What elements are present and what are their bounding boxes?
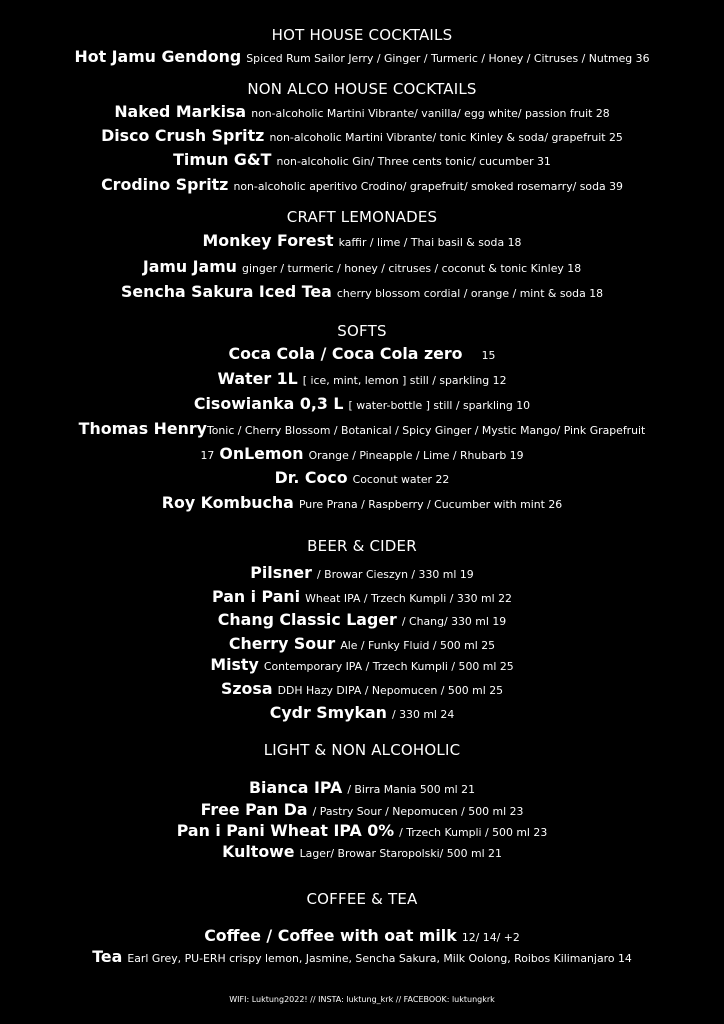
item-price-prefix: 17 (200, 449, 215, 462)
menu-item-cydr-smykan (0, 705, 724, 721)
menu-item-misty (0, 657, 724, 673)
item-name: Kultowe (222, 842, 295, 861)
item-name: Sencha Sakura Iced Tea (120, 282, 332, 301)
item-name: Misty (210, 655, 259, 674)
menu-item-coffee (0, 928, 724, 944)
item-name: Thomas Henry (78, 419, 207, 438)
item-name: Szosa (220, 679, 273, 698)
item-name: Coffee / Coffee with oat milk (204, 926, 457, 945)
menu-item-cherry-sour (0, 636, 724, 652)
item-description: Lager/ Browar Staropolski/ 500 ml 21 (299, 847, 502, 860)
menu-item-monkey-forest (0, 233, 724, 249)
menu-item-dr-coco (0, 470, 724, 486)
menu-item-jamu-jamu (0, 259, 724, 275)
item-name: Pilsner (250, 563, 312, 582)
menu-item-timun-gt (0, 152, 724, 168)
item-name: OnLemon (219, 444, 304, 463)
item-description: / Browar Cieszyn / 330 ml 19 (317, 568, 474, 581)
item-description: Spiced Rum Sailor Jerry / Ginger / Turmeric / Honey / Citruses / Nutmeg 36 (246, 52, 650, 65)
footer-contact-info: WIFI: Luktung2022! // INSTA: luktung_krk // FACEBOOK: luktungkrk (229, 995, 495, 1004)
item-name: Dr. Coco (274, 468, 348, 487)
item-description: / Pastry Sour / Nepomucen / 500 ml 23 (312, 805, 524, 818)
item-name: Disco Crush Spritz (101, 126, 265, 145)
item-description: kaffir / lime / Thai basil & soda 18 (338, 236, 522, 249)
menu-item-naked-markisa (0, 104, 724, 120)
section-title-craft-lemonades: CRAFT LEMONADES (286, 208, 438, 226)
menu-item-kultowe (0, 844, 724, 860)
menu-item-disco-crush-spritz (0, 128, 724, 144)
item-name: Cisowianka 0,3 L (193, 394, 344, 413)
section-title-light-non-alcoholic: LIGHT & NON ALCOHOLIC (263, 741, 461, 759)
item-description: [ ice, mint, lemon ] still / sparkling 12 (302, 374, 507, 387)
item-description: / Chang/ 330 ml 19 (401, 615, 507, 628)
section-title-hot-house-cocktails: HOT HOUSE COCKTAILS (271, 26, 453, 44)
item-name: Timun G&T (173, 150, 272, 169)
item-name: Coca Cola / Coca Cola zero (228, 344, 463, 363)
item-name: Cherry Sour (228, 634, 336, 653)
menu-item-pan-i-pani (0, 589, 724, 605)
section-title-softs: SOFTS (337, 322, 387, 340)
item-name: Crodino Spritz (101, 175, 229, 194)
section-title-non-alco-house-cocktails: NON ALCO HOUSE COCKTAILS (247, 80, 477, 98)
menu-item-tea (0, 949, 724, 965)
menu-item-roy-kombucha (0, 495, 724, 511)
menu-item-onlemon (0, 446, 724, 462)
item-description: cherry blossom cordial / orange / mint & soda 18 (336, 287, 604, 300)
item-description: / Trzech Kumpli / 500 ml 23 (399, 826, 548, 839)
item-description: non-alcoholic aperitivo Crodino/ grapefruit/ smoked rosemarry/ soda 39 (233, 180, 623, 193)
item-description: Pure Prana / Raspberry / Cucumber with mint 26 (298, 498, 563, 511)
section-title-coffee-tea: COFFEE & TEA (306, 890, 418, 908)
item-description: Coconut water 22 (352, 473, 450, 486)
menu-item-pan-i-pani-wheat-ipa-0 (0, 823, 724, 839)
item-description: non-alcoholic Martini Vibrante/ tonic Kinley & soda/ grapefruit 25 (269, 131, 623, 144)
item-description: DDH Hazy DIPA / Nepomucen / 500 ml 25 (277, 684, 504, 697)
menu-item-water (0, 371, 724, 387)
item-description: 15 (481, 349, 496, 362)
item-name: Bianca IPA (249, 778, 343, 797)
menu-item-crodino-spritz (0, 177, 724, 193)
item-description: ginger / turmeric / honey / citruses / coconut & tonic Kinley 18 (242, 262, 582, 275)
item-name: Pan i Pani (212, 587, 301, 606)
item-name: Monkey Forest (202, 231, 334, 250)
menu-item-pilsner (0, 565, 724, 581)
menu-item-cisowianka (0, 396, 724, 412)
item-description: / Birra Mania 500 ml 21 (347, 783, 475, 796)
menu-item-chang-classic-lager (0, 612, 724, 628)
item-description: non-alcoholic Martini Vibrante/ vanilla/ egg white/ passion fruit 28 (251, 107, 610, 120)
item-description: Earl Grey, PU-ERH crispy lemon, Jasmine, Sencha Sakura, Milk Oolong, Roibos Kilimanjaro 14 (127, 952, 632, 965)
item-name: Jamu Jamu (142, 257, 237, 276)
item-name: Naked Markisa (114, 102, 247, 121)
item-name: Pan i Pani Wheat IPA 0% (176, 821, 395, 840)
item-name: Roy Kombucha (161, 493, 294, 512)
item-description: 12/ 14/ +2 (461, 931, 520, 944)
menu-item-thomas-henry (0, 421, 724, 437)
item-description: non-alcoholic Gin/ Three cents tonic/ cucumber 31 (276, 155, 551, 168)
menu-item-szosa (0, 681, 724, 697)
item-description: / 330 ml 24 (392, 708, 455, 721)
item-description: Orange / Pineapple / Lime / Rhubarb 19 (308, 449, 524, 462)
item-description: Tonic / Cherry Blossom / Botanical / Spicy Ginger / Mystic Mango/ Pink Grapefruit (206, 424, 646, 437)
item-name: Hot Jamu Gendong (74, 47, 242, 66)
item-name: Chang Classic Lager (217, 610, 397, 629)
menu-item-hot-jamu-gendong (0, 49, 724, 65)
item-name: Cydr Smykan (269, 703, 387, 722)
item-description: Contemporary IPA / Trzech Kumpli / 500 ml 25 (263, 660, 514, 673)
section-title-beer-cider: BEER & CIDER (307, 537, 417, 555)
item-description: Wheat IPA / Trzech Kumpli / 330 ml 22 (305, 592, 512, 605)
menu-item-sencha-sakura-iced-tea (0, 284, 724, 300)
item-description: [ water-bottle ] still / sparkling 10 (348, 399, 531, 412)
item-description: Ale / Funky Fluid / 500 ml 25 (340, 639, 496, 652)
menu-item-coca-cola (0, 346, 724, 362)
item-name: Water 1L (217, 369, 298, 388)
menu-item-free-pan-da (0, 802, 724, 818)
item-name: Free Pan Da (200, 800, 308, 819)
menu-item-bianca-ipa (0, 780, 724, 796)
item-name: Tea (92, 947, 123, 966)
